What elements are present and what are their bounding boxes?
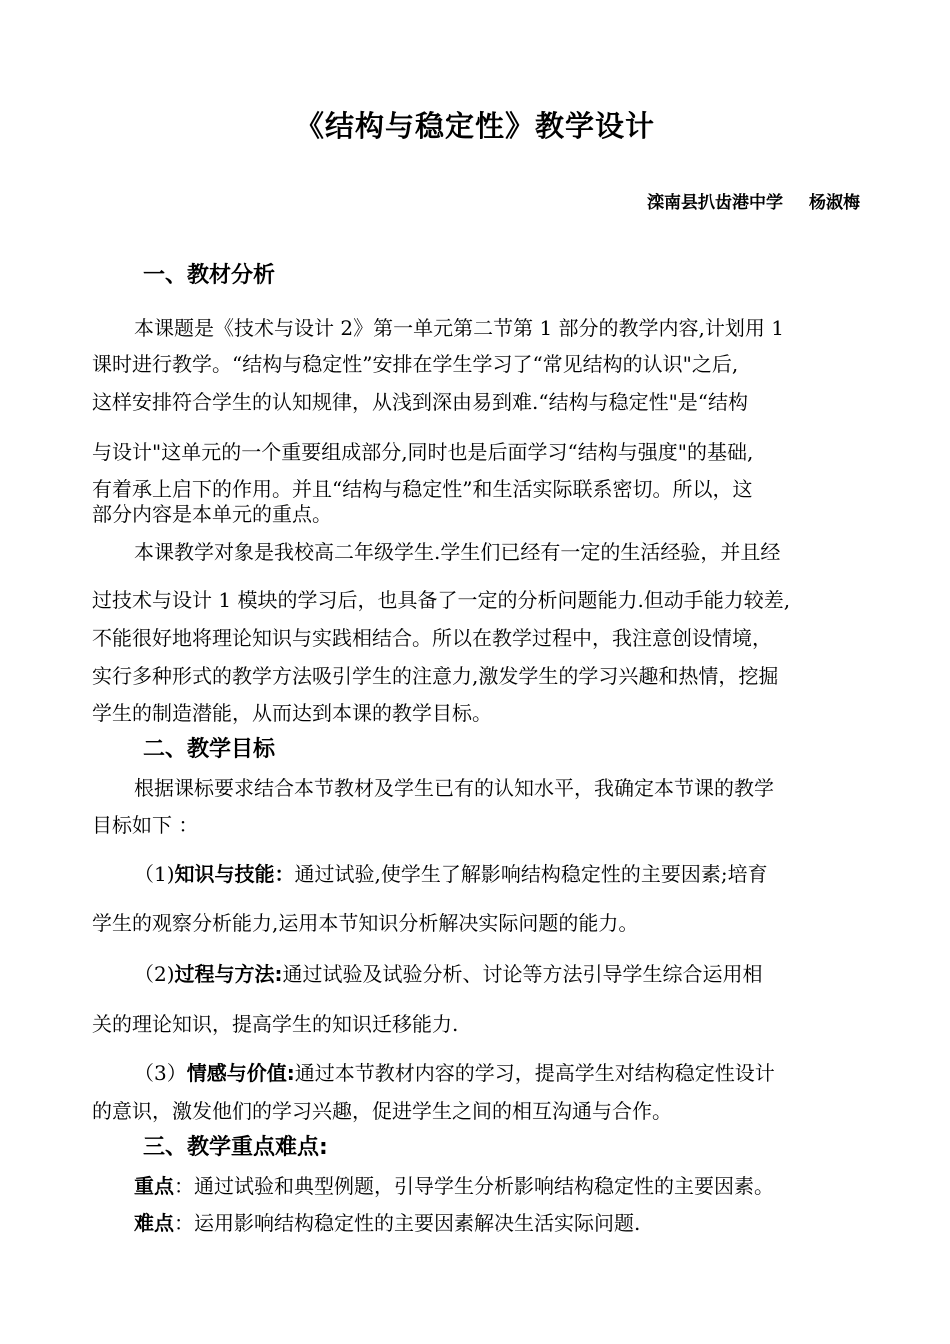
paragraph-line: 实行多种形式的教学方法吸引学生的注意力,激发学生的学习兴趣和热情，挖掘 [92, 664, 779, 688]
key-point-text: 通过试验和典型例题，引导学生分析影响结构稳定性的主要因素。 [194, 1174, 774, 1198]
author-school: 滦南县扒齿港中学 [647, 193, 783, 213]
goal-number: （2) [134, 962, 175, 986]
paragraph-line: 关的理论知识，提高学生的知识迁移能力. [92, 1012, 459, 1036]
goal-process-method [134, 958, 763, 987]
goal-number: （3） [134, 1061, 187, 1085]
paragraph-line: 有着承上启下的作用。并且“结构与稳定性”和生活实际联系密切。所以，这 [92, 477, 753, 501]
goal-text: 通过本节教材内容的学习，提高学生对结构稳定性设计 [294, 1061, 775, 1085]
section-heading-key-difficult-points: 三、教学重点难点: [143, 1135, 328, 1160]
key-point-separator: ： [174, 1174, 194, 1198]
paragraph-line: 本课教学对象是我校高二年级学生.学生们已经有一定的生活经验，并且经 [134, 540, 781, 564]
paragraph-line: 学生的观察分析能力,运用本节知识分析解决实际问题的能力。 [92, 911, 639, 935]
paragraph-line: 学生的制造潜能，从而达到本课的教学目标。 [92, 701, 492, 725]
difficult-point-line [134, 1207, 640, 1236]
section-heading-teaching-goals: 二、教学目标 [143, 737, 276, 762]
author-name: 杨淑梅 [809, 193, 860, 213]
paragraph-line: 根据课标要求结合本节教材及学生已有的认知水平，我确定本节课的教学 [134, 776, 774, 800]
paragraph-line: 课时进行教学。“结构与稳定性”安排在学生学习了“常见结构的认识"之后, [92, 352, 739, 376]
author-line [647, 188, 860, 213]
document-title: 《结构与稳定性》教学设计 [294, 109, 655, 143]
goal-number: （1) [134, 862, 175, 886]
paragraph-line: 的意识，激发他们的学习兴趣，促进学生之间的相互沟通与合作。 [92, 1099, 672, 1123]
paragraph-line: 这样安排符合学生的认知规律，从浅到深由易到难.“结构与稳定性"是“结构 [92, 390, 749, 414]
goal-label: 过程与方法: [174, 962, 283, 986]
key-point-label: 重点 [134, 1174, 174, 1198]
paragraph-line: 不能很好地将理论知识与实践相结合。所以在教学过程中，我注意创设情境， [92, 626, 772, 650]
paragraph-line: 过技术与设计 1 模块的学习后，也具备了一定的分析问题能力.但动手能力较差, [92, 588, 791, 612]
paragraph-line: 与设计"这单元的一个重要组成部分,同时也是后面学习“结构与强度"的基础, [92, 440, 754, 464]
key-point-line [134, 1170, 774, 1199]
difficult-point-text: 运用影响结构稳定性的主要因素解决生活实际问题. [194, 1211, 641, 1235]
goal-knowledge-skills [134, 858, 768, 887]
difficult-point-separator: ： [174, 1211, 194, 1235]
goal-emotion-value [134, 1057, 775, 1086]
goal-label: 情感与价值: [186, 1061, 295, 1085]
paragraph-line: 目标如下 ： [92, 813, 199, 837]
paragraph-line: 部分内容是本单元的重点。 [92, 502, 332, 526]
goal-text: 通过试验,使学生了解影响结构稳定性的主要因素;培育 [294, 862, 768, 886]
section-heading-textbook-analysis: 一、教材分析 [143, 263, 276, 288]
difficult-point-label: 难点 [134, 1211, 174, 1235]
goal-label: 知识与技能： [174, 862, 295, 886]
goal-text: 通过试验及试验分析、讨论等方法引导学生综合运用相 [282, 962, 763, 986]
paragraph-line: 本课题是《技术与设计 2》第一单元第二节第 1 部分的教学内容,计划用 1 [134, 316, 784, 340]
